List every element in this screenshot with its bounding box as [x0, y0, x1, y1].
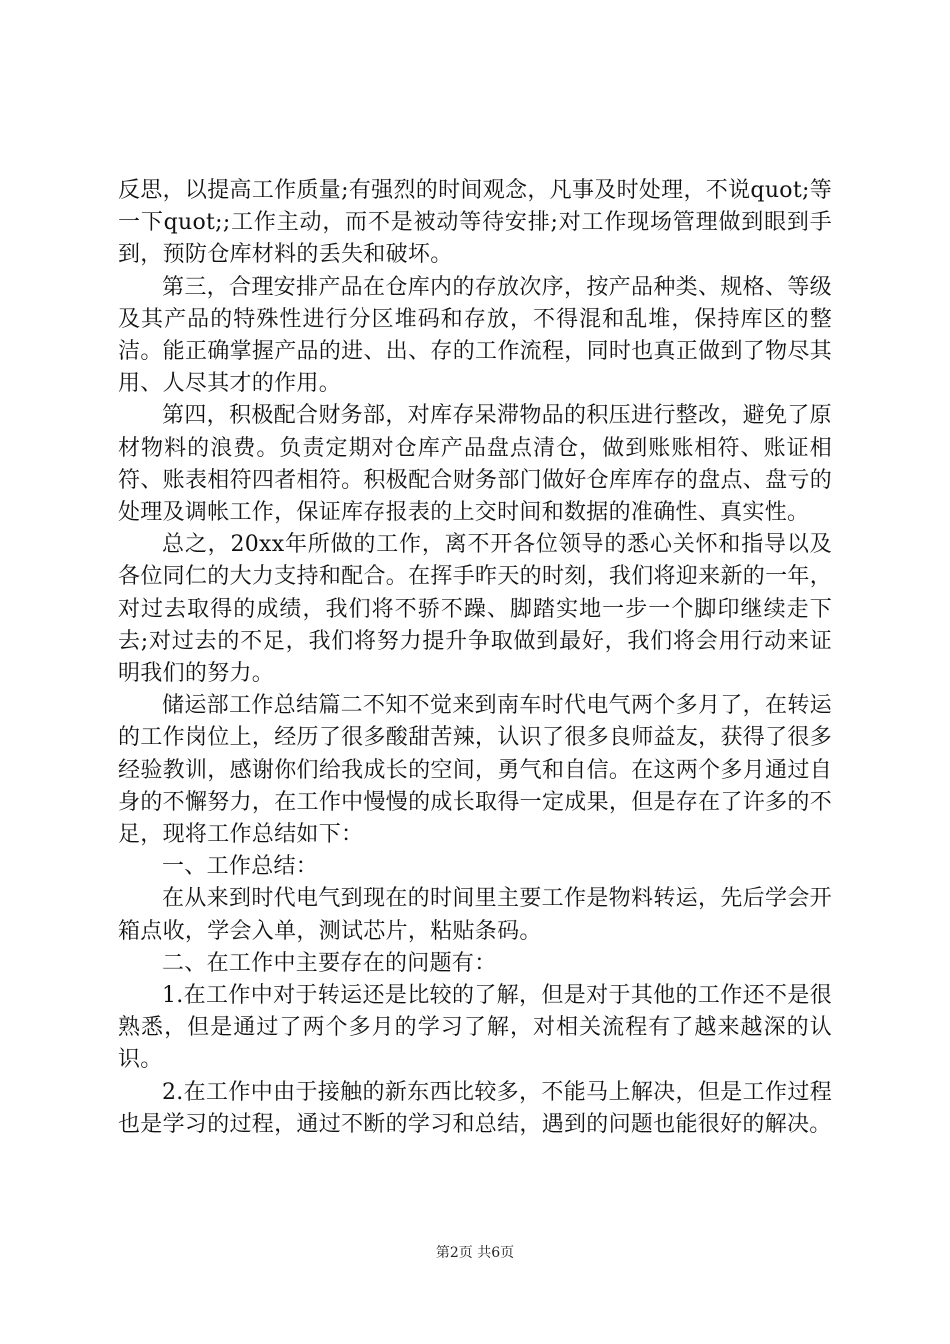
paragraph-article-two-intro: 储运部工作总结篇二不知不觉来到南车时代电气两个多月了，在转运的工作岗位上，经历了很多酸甜苦辣，认识了很多良师益友，获得了很多经验教训，感谢你们给我成长的空间，勇气和自信。在这两个多月通过自身的不懈努力，在工作中慢慢的成长取得一定成果，但是存在了许多的不足，现将工作总结如下：: [118, 693, 832, 848]
document-body: [118, 175, 832, 1141]
paragraph-fourth-point: 第四，积极配合财务部，对库存呆滞物品的积压进行整改，避免了原材物料的浪费。负责定期对仓库产品盘点清仓，做到账账相符、账证相符、账表相符四者相符。积极配合财务部门做好仓库库存的盘点、盘亏的处理及调帐工作，保证库存报表的上交时间和数据的准确性、真实性。: [118, 403, 832, 526]
paragraph-problem-2: 2.在工作中由于接触的新东西比较多，不能马上解决，但是工作过程也是学习的过程，通过不断的学习和总结，遇到的问题也能很好的解决。: [118, 1079, 832, 1137]
paragraph-problem-1: 1.在工作中对于转运还是比较的了解，但是对于其他的工作还不是很熟悉，但是通过了两个多月的学习了解，对相关流程有了越来越深的认识。: [118, 983, 832, 1073]
section-heading-problems: 二、在工作中主要存在的问题有：: [162, 950, 497, 976]
paragraph-third-point: 第三，合理安排产品在仓库内的存放次序，按产品种类、规格、等级及其产品的特殊性进行分区堆码和存放，不得混和乱堆，保持库区的整洁。能正确掌握产品的进、出、存的工作流程，同时也真正做到了物尽其用、人尽其才的作用。: [118, 274, 832, 397]
page-number-footer: 第2页 共6页: [435, 1245, 515, 1261]
section-heading-work-summary: 一、工作总结：: [162, 854, 319, 880]
paragraph-continuation: 反思，以提高工作质量;有强烈的时间观念，凡事及时处理，不说quot;等一下quot;;工作主动，而不是被动等待安排;对工作现场管理做到眼到手到，预防仓库材料的丢失和破坏。: [118, 178, 832, 268]
paragraph-work-summary: 在从来到时代电气到现在的时间里主要工作是物料转运，先后学会开箱点收，学会入单，测试芯片，粘贴条码。: [118, 886, 832, 944]
paragraph-conclusion: 总之，20xx年所做的工作，离不开各位领导的悉心关怀和指导以及各位同仁的大力支持和配合。在挥手昨天的时刻，我们将迎来新的一年，对过去取得的成绩，我们将不骄不躁、脚踏实地一步一个脚印继续走下去;对过去的不足，我们将努力提升争取做到最好，我们将会用行动来证明我们的努力。: [118, 532, 832, 687]
